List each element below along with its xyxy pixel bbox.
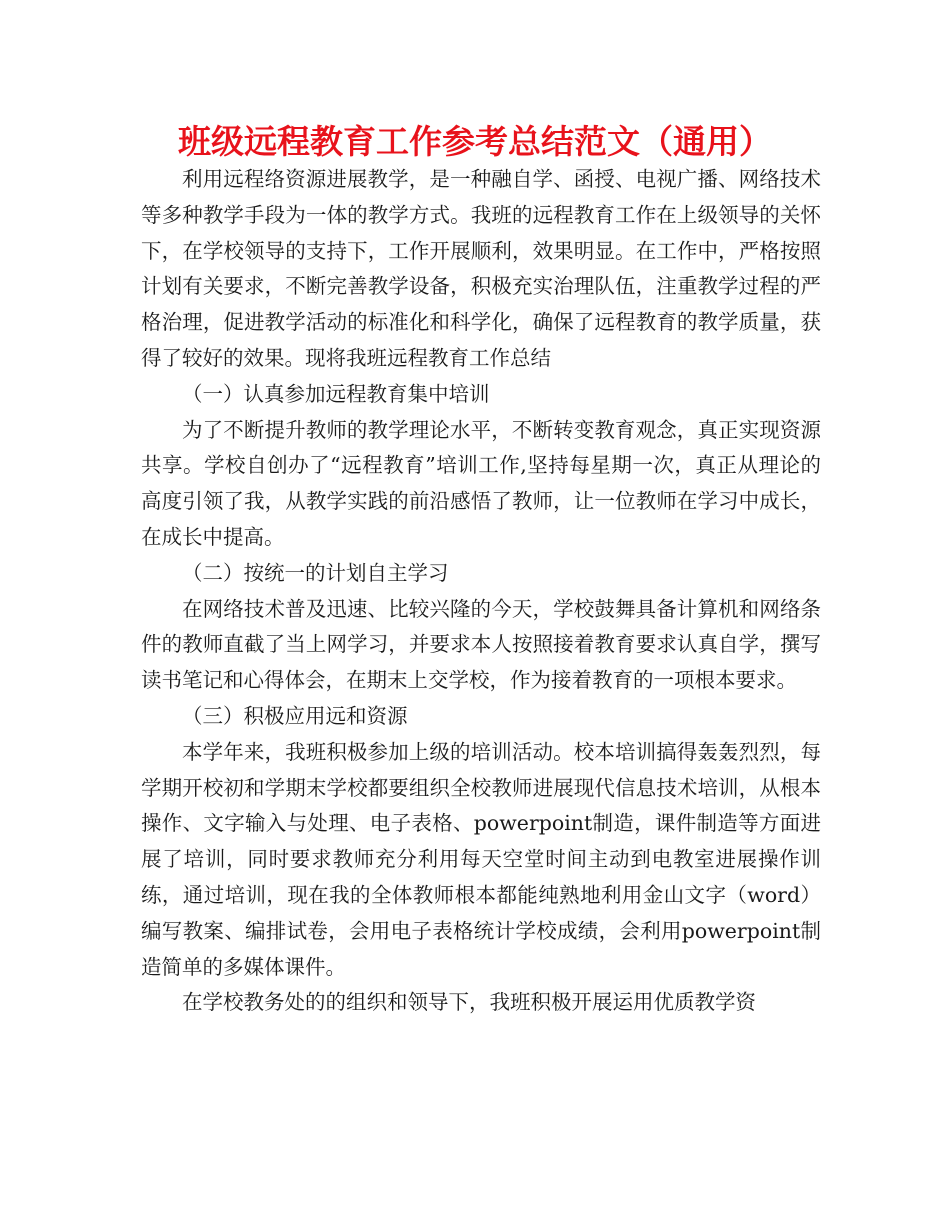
section-heading-3: （三）积极应用远和资源 <box>182 703 408 728</box>
section-heading-1: （一）认真参加远程教育集中培训 <box>182 381 490 406</box>
paragraph-section-2: 在网络技术普及迅速、比较兴隆的今天，学校鼓舞具备计算机和网络条件的教师直截了当上网学习，并要求本人按照接着教育要求认真自学，撰写读书笔记和心得体会，在期末上交学校，作为接着教育的一项根本要求。 <box>141 596 821 693</box>
paragraph-section-1: 为了不断提升教师的教学理论水平，不断转变教育观念，真正实现资源共享。学校自创办了“远程教育”培训工作,坚持每星期一次，真正从理论的高度引领了我，从教学实践的前沿感悟了教师，让一位教师在学习中成长，在成长中提高。 <box>141 417 821 549</box>
paragraph-continued: 在学校教务处的的组织和领导下，我班积极开展运用优质教学资 <box>182 990 756 1015</box>
section-heading-2: （二）按统一的计划自主学习 <box>182 560 449 585</box>
document-title: 班级远程教育工作参考总结范文（通用） <box>178 122 772 161</box>
document-body <box>141 162 821 1021</box>
paragraph-section-3: 本学年来，我班积极参加上级的培训活动。校本培训搞得轰轰烈烈，每学期开校初和学期末学校都要组织全校教师进展现代信息技术培训，从根本操作、文字输入与处理、电子表格、powerpoint制造，课件制造等方面进展了培训，同时要求教师充分利用每天空堂时间主动到电教室进展操作训练，通过培训，现在我的全体教师根本都能纯熟地利用金山文字（word）编写教案、编排试卷，会用电子表格统计学校成绩，会利用powerpoint制造简单的多媒体课件。 <box>141 739 821 979</box>
paragraph-intro: 利用远程络资源进展教学，是一种融自学、函授、电视广播、网络技术等多种教学手段为一体的教学方式。我班的远程教育工作在上级领导的关怀下，在学校领导的支持下，工作开展顺利，效果明显。在工作中，严格按照计划有关要求，不断完善教学设备，积极充实治理队伍，注重教学过程的严格治理，促进教学活动的标准化和科学化，确保了远程教育的教学质量，获得了较好的效果。现将我班远程教育工作总结 <box>141 167 821 370</box>
